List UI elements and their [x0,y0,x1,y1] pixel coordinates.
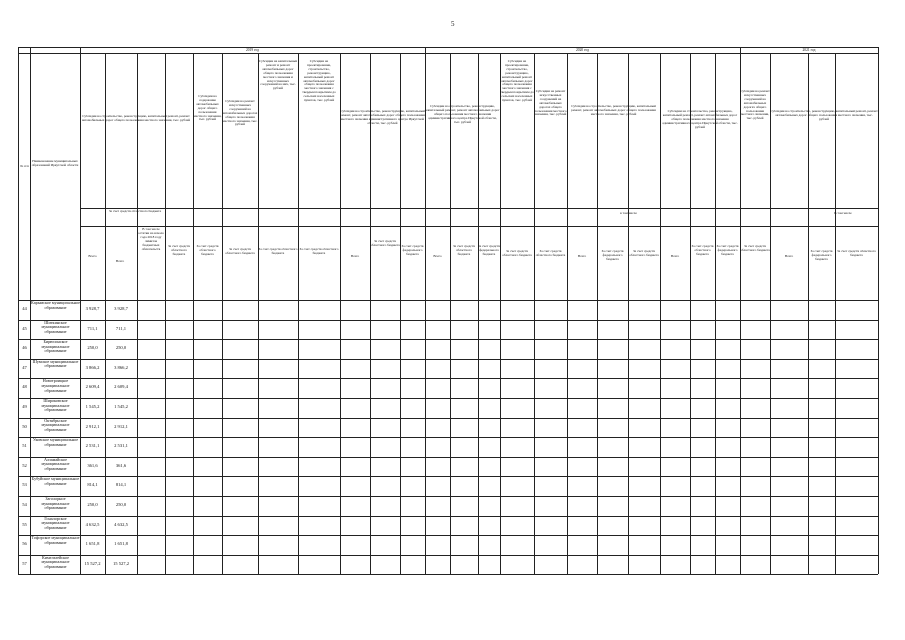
page-number: 5 [451,20,455,28]
grid-hline [18,320,878,321]
row-name: Шумское муниципальное образование [32,359,79,369]
year-label: 2020 год [576,47,589,52]
subheader-obl-c: За счет средств областного бюджета [225,248,255,255]
subheader-obl-e: За счет средств областного бюджета [299,248,339,255]
grid-hline [18,535,878,536]
header-2020-admin: Субсидии на строительство, реконструкцию, капитальный ремонт, ремонт автомобильных дорог общего пользования местного значения административного центра Иркутской области, тыс. рублей [425,105,500,124]
header-2021-last: Субсидии на строительство, реконструкцию, капитальный ремонт, ремонт автомобильных дорог общего пользования местного значения, тыс. рублей [770,110,878,121]
row-total: 2 609,4 [85,385,100,390]
subheader-obl-b: За счет средств областного бюджета [196,245,219,256]
subheader-obl-m: За счет средств областного бюджета [837,250,876,257]
row-number: 45 [22,326,27,331]
grid-hline [18,378,878,379]
row-name: Шиткинское муниципальное образование [41,320,70,334]
row-total: 2 531,1 [85,444,100,449]
row-name: Широковское муниципальное образование [41,399,70,413]
grid-hline [18,398,878,399]
row-name: Заголорное муниципальное образование [41,497,70,511]
row-name: Октябрьское муниципальное образование [41,418,70,432]
row-oblast: 814,1 [115,483,127,488]
row-name: Алзамайское муниципальное образование [41,457,70,471]
year-label: 2021 год [802,47,816,52]
grid-vline [878,47,879,574]
year-label: 2019 год [246,47,259,52]
row-number: 56 [22,542,27,547]
row-oblast: 2 912,1 [114,424,128,429]
row-total: 4 632,5 [85,522,100,527]
row-oblast: 1 545,2 [114,405,128,409]
row-number: 49 [22,405,27,409]
row-number: 48 [22,385,27,390]
subheader-obl-k: За счет средств областного бюджета [691,245,714,256]
subheader-total-oblast: Всего [115,260,125,263]
grid-hline [18,516,878,517]
row-number: 47 [22,365,27,370]
subheader-total: Всего [88,255,97,258]
row-name: Новотроицкое муниципальное образование [41,379,70,393]
row-name: Бирюсинское муниципальное образование [41,340,70,354]
row-number: 53 [22,483,27,488]
subheader-obl-g: За счет средств областного бюджета [452,245,475,256]
row-total: 1 545,2 [85,405,100,409]
grid-hline [18,457,878,458]
row-name: Кимельтейское муниципальное образование [41,555,70,569]
row-name: Уковское муниципальное образование [32,438,79,447]
header-2020-main: Субсидии на строительство, реконструкцию, капитальный ремонт, ремонт автомобильных дорог общего пользования местного значения административного центра Иркутской области, тыс. рублей [340,110,425,125]
row-number: 51 [22,444,27,449]
row-oblast: 2 531,1 [114,444,128,449]
header-2020-artificial: Субсидии на ремонт искусственных сооружений на автомобильных дорогах общего пользования местного значения, тыс. рублей [534,90,567,117]
subheader-total-2021: Всего [577,255,587,258]
subheader-obl-f: За счет средств областного бюджета [370,240,400,247]
header-2019-maintenance: Субсидии на содержание автомобильных дорог общего пользования местного значения, тыс. рублей [193,95,222,122]
subheader-fed-b: За счет средств федерального бюджета [478,245,500,256]
row-oblast: 250,0 [115,503,127,507]
row-number: 57 [22,561,27,566]
header-2019-design: Субсидии на проектирование, строительство, реконструкцию, капитальный ремонт автомобильных дорог общего пользования местного значения с твердым покрытием до сельских населенных пунктов, тыс. рублей [302,60,336,103]
subheader-obl-d: За счет средств областного бюджета [258,248,298,255]
grid-hline [18,418,878,419]
subheader-fed-a: За счет средств федерального бюджета [401,245,424,256]
grid-hline [18,437,878,438]
row-oblast: 711,1 [115,326,127,331]
row-total: 2 912,1 [85,424,100,429]
row-number: 46 [22,346,27,351]
row-total: 361,6 [87,463,98,468]
grid-hline [18,53,878,54]
subheader-fed-d: За счет средств федерального бюджета [716,245,739,256]
row-number: 54 [22,503,27,507]
column-header-num: № п/п [20,165,29,168]
row-total: 1 651,8 [85,542,100,547]
row-total: 711,1 [87,326,98,331]
row-name: Карымское муниципальное образование [31,301,80,310]
row-name: Гоналорское муниципальное образование [41,516,70,530]
header-2019-artificial: Субсидии на ремонт искусственных сооружений на автомобильных дорогах общего пользования местного значения, тыс. рублей [222,100,258,127]
subheader-in-t-ch-a: в том числе [620,212,637,215]
header-2021-artificial: Субсидии на ремонт искусственных сооружений на автомобильных дорогах общего пользования местного значения, тыс. рублей [740,90,770,121]
subheader-total-2021c: Всего [784,255,794,258]
subheader-remainder: В том числе остатки на начало года 2018 году лимитов бюджетных обязательств [138,228,164,251]
grid-hline [18,555,878,556]
grid-hline [18,300,878,301]
row-oblast: 3 928,7 [114,307,128,311]
row-total: 3 866,2 [85,365,100,370]
subheader-total-2021b: Всего [670,255,680,258]
header-2019-capital: Субсидии на капитальный ремонт и ремонт автомобильных дорог общего пользования местного значения и искусственных сооружений на них, тыс. рублей [258,60,298,91]
subheader-oblast-budget: За счет средств областного бюджета [108,210,162,213]
grid-hline [18,496,878,497]
grid-hline [18,359,878,360]
row-number: 44 [22,307,27,311]
row-oblast: 3 866,2 [114,365,128,370]
header-2021-admin: Субсидии на строительство, реконструкцию, капитальный ремонт, ремонт автомобильных дорог общего пользования местного значения административного центра Иркутской области, тыс. рублей [662,110,738,129]
row-number: 50 [22,424,27,429]
row-number: 55 [22,522,27,527]
grid-hline [18,339,878,340]
row-total: 250,0 [87,503,98,507]
header-2019-main: Субсидии на строительство, реконструкцию, капитальный ремонт, ремонт автомобильных дорог общего пользования местного значения, тыс. рублей [81,115,191,122]
grid-hline [18,476,878,477]
subheader-obl-h: За счет средств областного бюджета [502,250,532,257]
subheader-obl-a: За счет средств областного бюджета [167,245,190,256]
subheader-obl-l: За счет средств областного бюджета [740,245,770,252]
row-oblast: 1 651,8 [114,542,128,547]
subheader-fed-c: За счет средств федерального бюджета [601,250,624,261]
column-header-name: Наименование муниципальных образований Иркутской области [31,160,79,167]
subheader-obl-i: За счет средств областного бюджета [535,250,566,257]
row-oblast: 250,0 [115,346,127,351]
row-total: 15 527,2 [84,561,101,566]
header-2020-design: Субсидии на проектирование, строительство, реконструкцию, капитальный ремонт автомобильных дорог общего пользования местного значения с твердым покрытием до сельских населенных пунктов, тыс. рублей [500,60,534,103]
subheader-v-tom-chisle: В том числе [834,212,852,215]
row-total: 3 928,7 [85,307,100,311]
row-oblast: 361,6 [115,463,127,468]
row-oblast: 4 632,5 [114,522,128,527]
row-name: Бубуйское муниципальное образование [31,477,80,486]
grid-hline [18,574,878,575]
row-total: 814,1 [87,483,98,488]
grid-hline [80,208,878,209]
grid-hline [80,226,878,227]
header-2021-main: Субсидии на строительство, реконструкцию, капитальный ремонт, ремонт автомобильных дорог общего пользования местного значения, тыс. рублей [571,105,656,116]
row-total: 250,0 [87,346,98,351]
row-name: Тофорское муниципальное образование [31,536,80,545]
row-oblast: 15 527,2 [112,561,130,566]
subheader-fed-e: За счет средств федерального бюджета [810,250,833,261]
subheader-obl-j: За счет средств областного бюджета [629,250,659,257]
subheader-total-2020b: Всего [433,255,442,258]
subheader-total-2020: Всего [350,255,360,258]
row-oblast: 2 609,4 [114,385,128,390]
row-number: 52 [22,463,27,468]
